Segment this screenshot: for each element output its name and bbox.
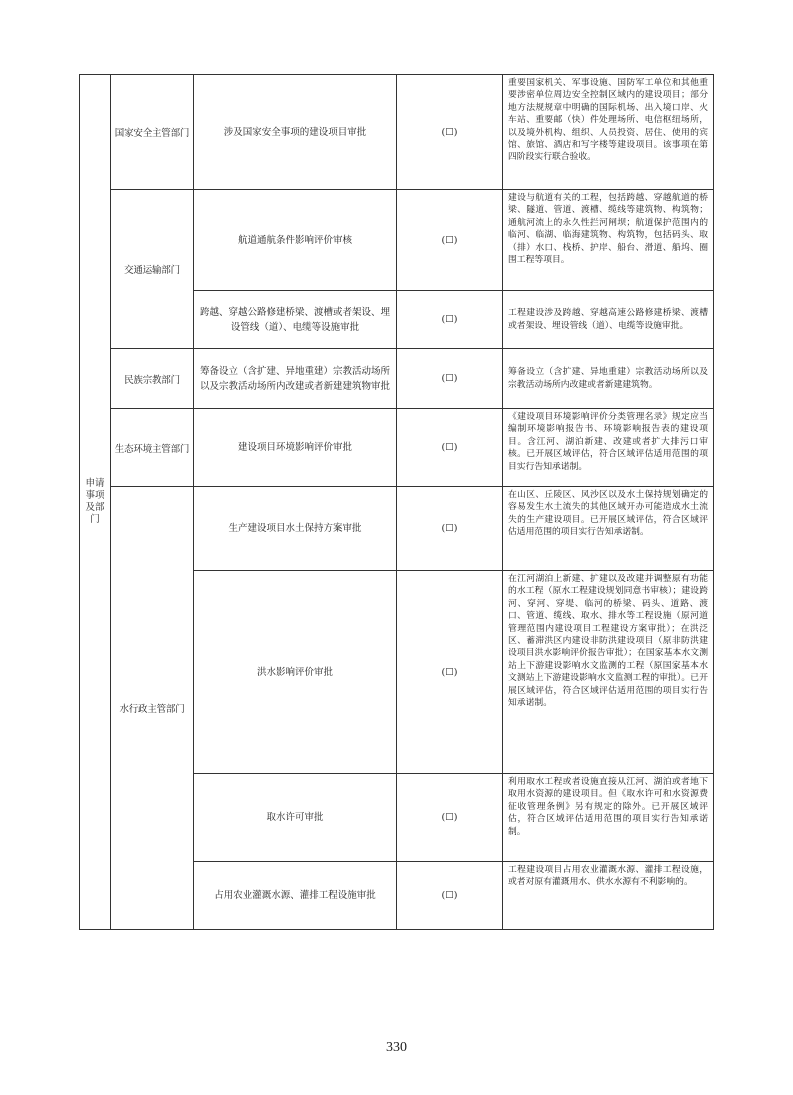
checkbox-mark: (☐) bbox=[397, 75, 503, 190]
checkbox-mark: (☐) bbox=[397, 774, 503, 862]
item-cell: 占用农业灌溉水源、灌排工程设施审批 bbox=[194, 862, 397, 930]
department-cell: 水行政主管部门 bbox=[111, 487, 194, 930]
item-cell: 生产建设项目水土保持方案审批 bbox=[194, 487, 397, 571]
note-cell: 《建设项目环境影响评价分类管理名录》规定应当编制环境影响报告书、环境影响报告表的建设项目。含江河、湖泊新建、改建或者扩大排污口审核。已开展区域评估，符合区域评估适用范围的项目实行告知承诺制。 bbox=[503, 409, 714, 487]
department-cell: 交通运输部门 bbox=[111, 190, 194, 349]
checkbox-mark: (☐) bbox=[397, 349, 503, 409]
table-row bbox=[80, 75, 714, 190]
item-cell: 取水许可审批 bbox=[194, 774, 397, 862]
approval-items-table bbox=[79, 74, 714, 930]
checkbox-mark: (☐) bbox=[397, 291, 503, 349]
department-cell: 民族宗教部门 bbox=[111, 349, 194, 409]
item-cell: 洪水影响评价审批 bbox=[194, 571, 397, 774]
category-label: 申请事项及部门 bbox=[85, 478, 105, 525]
table-row bbox=[80, 487, 714, 571]
checkbox-mark: (☐) bbox=[397, 487, 503, 571]
note-cell: 在江河湖泊上新建、扩建以及改建并调整原有功能的水工程（原水工程建设规划同意书审核）；建设跨河、穿河、穿堤、临河的桥梁、码头、道路、渡口、管道、缆线、取水、排水等工程设施（原河道管理范围内建设项目工程建设方案审批）；在洪泛区、蓄滞洪区内建设非防洪建设项目（原非防洪建设项目洪水影响评价报告审批）；在国家基本水文测站上下游建设影响水文监测的工程（原国家基本水文测站上下游建设影响水文监测工程的审批）。已开展区域评估，符合区域评估适用范围的项目实行告知承诺制。 bbox=[503, 571, 714, 774]
note-cell: 筹备设立（含扩建、异地重建）宗教活动场所以及宗教活动场所内改建或者新建建筑物。 bbox=[503, 349, 714, 409]
item-cell: 涉及国家安全事项的建设项目审批 bbox=[194, 75, 397, 190]
note-cell: 在山区、丘陵区、风沙区以及水土保持规划确定的容易发生水土流失的其他区域开办可能造成水土流失的生产建设项目。已开展区域评估，符合区域评估适用范围的项目实行告知承诺制。 bbox=[503, 487, 714, 571]
note-cell: 工程建设涉及跨越、穿越高速公路修建桥梁、渡槽或者架设、埋设管线（道）、电缆等设施审批。 bbox=[503, 291, 714, 349]
table-row bbox=[80, 409, 714, 487]
item-cell: 航道通航条件影响评价审核 bbox=[194, 190, 397, 291]
category-cell bbox=[80, 75, 111, 930]
department-cell: 国家安全主管部门 bbox=[111, 75, 194, 190]
table-row bbox=[80, 190, 714, 291]
item-cell: 筹备设立（含扩建、异地重建）宗教活动场所以及宗教活动场所内改建或者新建建筑物审批 bbox=[194, 349, 397, 409]
checkbox-mark: (☐) bbox=[397, 409, 503, 487]
note-cell: 利用取水工程或者设施直接从江河、湖泊或者地下取用水资源的建设项目。但《取水许可和水资源费征收管理条例》另有规定的除外。已开展区域评估，符合区域评估适用范围的项目实行告知承诺制。 bbox=[503, 774, 714, 862]
item-cell: 建设项目环境影响评价审批 bbox=[194, 409, 397, 487]
table-row bbox=[80, 349, 714, 409]
checkbox-mark: (☐) bbox=[397, 190, 503, 291]
item-cell: 跨越、穿越公路修建桥梁、渡槽或者架设、埋设管线（道）、电缆等设施审批 bbox=[194, 291, 397, 349]
note-cell: 工程建设项目占用农业灌溉水源、灌排工程设施，或者对原有灌溉用水、供水水源有不利影响的。 bbox=[503, 862, 714, 930]
note-cell: 重要国家机关、军事设施、国防军工单位和其他重要涉密单位周边安全控制区域内的建设项目；部分地方法规规章中明确的国际机场、出入境口岸、火车站、重要邮（快）件处理场所、电信枢纽场所，以及境外机构、组织、人员投资、居住、使用的宾馆、旅馆、酒店和写字楼等建设项目。该事项在第四阶段实行联合验收。 bbox=[503, 75, 714, 190]
checkbox-mark: (☐) bbox=[397, 571, 503, 774]
note-cell: 建设与航道有关的工程，包括跨越、穿越航道的桥梁、隧道、管道、渡槽、缆线等建筑物、构筑物；通航河流上的永久性拦河闸坝；航道保护范围内的临河、临湖、临海建筑物、构筑物，包括码头、取（排）水口、栈桥、护岸、船台、滑道、船坞、圈围工程等项目。 bbox=[503, 190, 714, 291]
checkbox-mark: (☐) bbox=[397, 862, 503, 930]
department-cell: 生态环境主管部门 bbox=[111, 409, 194, 487]
page-number: 330 bbox=[386, 1040, 407, 1055]
